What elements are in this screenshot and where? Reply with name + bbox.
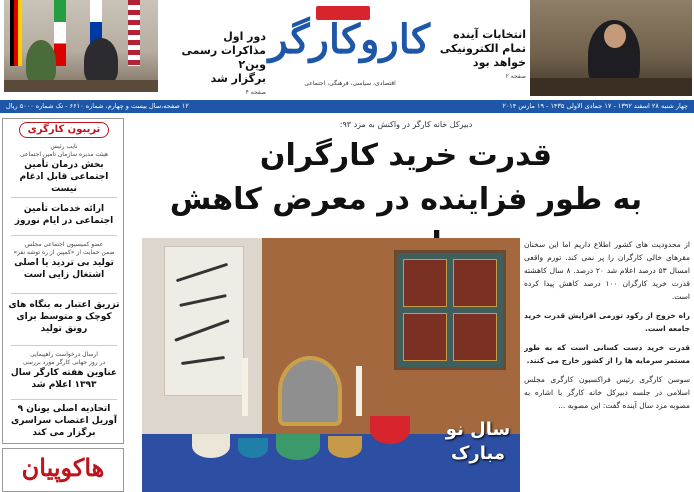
- article-kicker: ارسال درخواست راهپیمایی: [30, 351, 98, 358]
- issue-info: ۱۲ صفحه،سال بیست و چهارم، شماره ۶۶۱۰ - تک شماره ۵۰۰۰ ریال: [6, 102, 189, 110]
- divider: [11, 197, 117, 198]
- sidebar-article[interactable]: [7, 351, 121, 391]
- window-pane: [403, 313, 447, 361]
- tease-elections[interactable]: [428, 28, 526, 84]
- sidebar-title: تریبون کارگری: [19, 122, 109, 138]
- calligraphy-stroke: [176, 263, 228, 283]
- article-paragraph: سوسن کارگری رئیس فراکسیون کارگری مجلس اسلامی در جلسه دبیرکل خانه کارگر با اشاره به مصوبه مزد سال آینده گفت: این مصوبه ...: [524, 375, 690, 410]
- candle: [356, 366, 362, 416]
- flag-graphic: [54, 0, 66, 66]
- tease-vienna-talks[interactable]: [162, 30, 266, 100]
- divider: [11, 345, 117, 346]
- article-headline: تولید بی تردید یا اصلی اشتغال زایی است: [14, 258, 114, 280]
- headline-line: به طور فزاینده در معرض کاهش: [169, 182, 643, 217]
- stained-glass-window: [394, 250, 506, 370]
- article-kicker: ضمن حمایت از «کمپین از ره توشه نفر»: [13, 249, 115, 256]
- negotiations-photo: [4, 0, 158, 92]
- greeting-line: مبارک: [450, 443, 506, 464]
- flag-graphic: [128, 0, 140, 66]
- tease-line: مذاکرات رسمی وین۲: [181, 44, 266, 71]
- article-kicker: هیئت مدیره سازمان تامین اجتماعی: [19, 151, 109, 158]
- sidebar-article[interactable]: [7, 143, 121, 195]
- flag-graphic: [10, 0, 22, 66]
- article-headline: بخش درمان تأمین اجتماعی قابل ادغام نیست: [19, 160, 109, 194]
- bowl: [238, 438, 268, 458]
- table-edge: [4, 80, 158, 92]
- bowl: [328, 436, 362, 458]
- tease-line: برگزار شد: [210, 72, 266, 85]
- greeting-line: سال نو: [445, 419, 511, 440]
- candle: [242, 358, 248, 416]
- tease-line: تمام الکترونیکی: [439, 42, 526, 55]
- desk-edge: [530, 78, 692, 96]
- issue-date: چهار شنبه ۲۸ اسفند ۱۳۹۲ - ۱۷ جمادی الاولی ۱۴۳۵ - ۱۹ مارس ۲۰۱۴: [502, 102, 688, 110]
- sidebar-article[interactable]: [7, 203, 121, 227]
- article-headline: تزریق اعتبار به بنگاه های کوچک و متوسط برای رونق تولید: [8, 300, 120, 334]
- article-kicker: عضو کمیسیون اجتماعی مجلس: [24, 241, 104, 248]
- bowl: [192, 434, 230, 458]
- person-figure: [26, 40, 56, 84]
- divider: [11, 293, 117, 294]
- article-headline: اتحادیه اصلی یونان ۹ آوریل اعتصاب سراسری برگزار می کند: [11, 404, 117, 438]
- article-paragraph: از محدودیت های کشور اطلاع داریم اما این سخنان مقرهای خالی کارگران را پر نمی کند. تورم واقعی امسال ۵۳ درصد اعلام شد ۲۰ درصد. ۸ سال کاهشته قدرت خرید کارگران ۱۰۰ درصد کاهش پیدا کرده است.: [524, 240, 690, 301]
- window-pane: [453, 313, 497, 361]
- article-kicker: نایب رئیس: [50, 143, 78, 150]
- divider: [11, 235, 117, 236]
- article-headline: عناوین هفته کارگر سال ۱۳۹۳ اعلام شد: [10, 368, 118, 390]
- logo-subtitle: اقتصادی، سیاسی، فرهنگی، اجتماعی: [304, 80, 396, 87]
- tease-line: خواهد بود: [472, 56, 526, 69]
- headline-line: قدرت خرید کارگران: [259, 138, 553, 173]
- page-reference: صفحه ۲: [505, 73, 526, 80]
- sidebar-labor-tribune: [2, 118, 124, 444]
- calligraphy-stroke: [174, 319, 230, 342]
- lead-article-column[interactable]: [524, 238, 690, 492]
- minister-photo: [530, 0, 692, 96]
- logo-text: کاروکارگر: [268, 16, 430, 63]
- divider: [11, 399, 117, 400]
- newspaper-logo: [270, 6, 430, 92]
- tease-line: دور اول: [223, 30, 266, 43]
- sidebar-article[interactable]: [7, 299, 121, 335]
- sidebar-article[interactable]: [7, 241, 121, 281]
- page-reference: صفحه ۴: [245, 89, 266, 96]
- nowruz-haftsin-photo: [142, 238, 520, 492]
- dateline-bar: [0, 100, 694, 113]
- advertisement-brand: هاکوپیان: [21, 453, 105, 482]
- person-face: [604, 24, 626, 48]
- article-paragraph: راه خروج از رکود تورمی افزایش قدرت خرید جامعه است.: [524, 311, 690, 333]
- window-pane: [403, 259, 447, 307]
- nowruz-greeting: [438, 418, 518, 466]
- bowl: [276, 434, 320, 460]
- headline-kicker: دبیرکل خانه کارگر در واکنش به مزد ۹۳:: [339, 120, 473, 129]
- tease-line: انتخابات آینده: [453, 28, 526, 41]
- article-headline: ارائه خدمات تأمین اجتماعی در ایام نوروز: [14, 204, 114, 226]
- article-kicker: در روز جهانی کارگر مورد بررسی: [22, 359, 106, 366]
- advertisement-box[interactable]: [2, 448, 124, 492]
- article-paragraph: قدرت خرید دست کسانی است که به طور مستمر سرمایه ها را از کشور خارج می کنند.: [524, 343, 690, 365]
- masthead: [0, 0, 694, 100]
- sidebar-article[interactable]: [7, 403, 121, 439]
- red-vase: [370, 416, 410, 444]
- person-figure: [84, 38, 118, 84]
- calligraphy-stroke: [179, 294, 227, 307]
- window-pane: [453, 259, 497, 307]
- calligraphy-stroke: [181, 356, 225, 365]
- mirror: [278, 356, 342, 426]
- calligraphy-panel: [164, 246, 244, 396]
